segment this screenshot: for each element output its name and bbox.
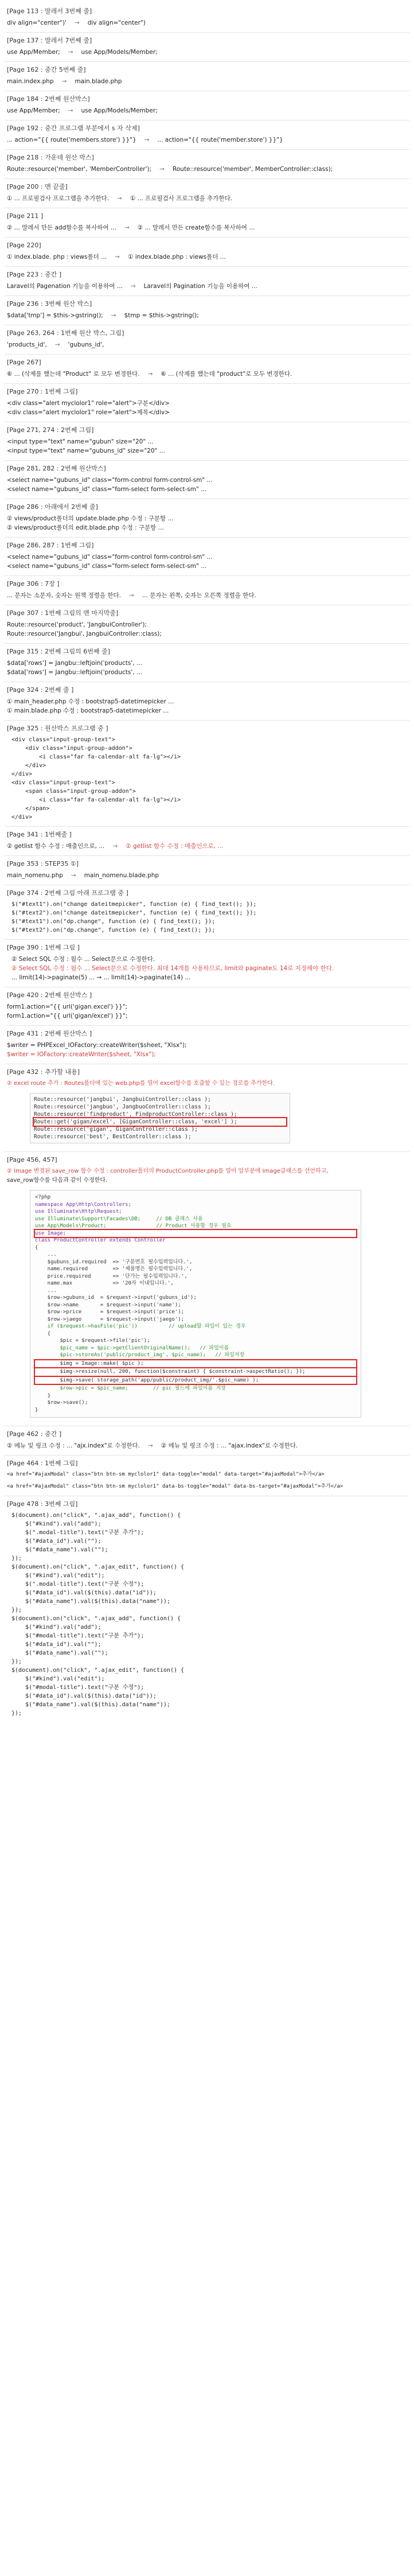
entry-title: [Page 353 : STEP35 ①] [7,860,79,867]
arrow-icon: → [117,195,122,202]
correction-line [7,165,407,174]
entry-p325 [5,721,409,827]
after-text: ... 문자는 왼쪽, 숫자는 오른쪽 정렬을 한다. [142,592,256,599]
entry-title: [Page 192 : 중간 프로그램 부분에서 s 자 삭제] [7,124,140,132]
errata-entry [5,605,409,644]
before-text: ② ... 말레서 만든 add함수를 복사하여 ... [7,224,116,231]
code-block [7,900,407,935]
before-text: ⑥ ... (삭제를 했는데 "Product" 로 모두 변경한다. [7,371,140,378]
code-line: if ($request->hasFile('pic')) // upload할 파일이 있는 경우 [35,1324,246,1329]
before-text: <div class="alert myclolor1" role="alert">구분</div> [7,400,170,407]
code-line: $("#modal-title").text("구분 수정"); [11,1684,144,1691]
after-text: ② 메뉴 및 링크 수정 : ... "ajax.index"로 수정한다. [161,1442,298,1449]
text-block [7,955,407,982]
entry-title: [Page 270 : 1번째 그림] [7,388,78,395]
description-text: ② excel route 추가 : Routes폴더에 있는 web.php를 열어 excel함수를 호출할 수 있는 경로를 추가한다. [7,1080,275,1087]
code-line: use Illuminate\Support\Facades\DB; // DB 클래스 사용 [35,1216,203,1222]
code-line: $row->gubuns_id = $request->input('gubuns_id'); [35,1295,197,1301]
before-text: ... 문자는 소문자, 숫자는 원책 정렬을 한다. [7,592,122,599]
before-text: ② 메뉴 및 링크 수정 : ... "ajx.index"로 수정한다. [7,1442,140,1449]
errata-entry [5,91,409,120]
code-line: $row->name = $request->input('name'); [35,1302,181,1308]
before-line: $writer = PHPExcel_IOFactory::createWriter($sheet, "Xlsx"); [7,1042,187,1049]
code-line: $("#text1").on("dp.change", function (e) { find_text(); }); [11,919,216,925]
entry-title: [Page 341 : 1번째줄 ] [7,831,72,838]
before-text: <select name="gubuns_id" class="form-control form-control-sm" ... [7,554,213,561]
before-text: <select name="gubuns_id" class="form-select form-select-sm" ... [7,486,207,493]
correction-line [7,48,407,57]
code-line: $("#kind").val("add"); [11,1624,101,1631]
code-line: $("#data_id").val(""); [11,1641,101,1648]
correction-line [7,446,407,456]
entry-title: [Page 271, 274 : 2번째 그림] [7,426,94,434]
correction-line [7,369,407,379]
errata-entry [5,499,409,538]
before-text: <input type="text" name="gubun" size="20" ... [7,438,154,445]
entry-title: [Page 223 : 중간 ] [7,271,62,278]
code-block [7,1511,407,1718]
after-text: Laravel의 Pagination 기능을 이용하여 ... [143,283,257,290]
correction-line [7,562,407,571]
arrow-icon: → [112,843,118,850]
errata-entry [5,3,409,33]
entry-title: [Page 113 : 말레서 3번째 줄] [7,7,92,15]
arrow-icon: → [71,872,76,879]
errata-entry [5,62,409,91]
correction-line [7,697,407,706]
correction-line [7,620,407,629]
code-line: </div> [11,814,33,820]
errata-entry [5,682,409,721]
errata-entry [5,150,409,179]
code-line: </div> [11,771,33,777]
code-line: <div class="input-group-text"> [11,737,115,743]
code-line: }); [11,1555,22,1562]
description-text [7,1167,407,1176]
code-line: $("#kind").val("edit"); [11,1676,105,1682]
errata-entry [5,644,409,682]
code-line: <i class="far fa-calendar-alt fa-lg"></i> [11,797,181,803]
arrow-icon: → [130,283,136,290]
after-text: main_nomenu.blade.php [84,872,159,879]
code-line: Route::resource('gigan', GiganController::class ); [34,1126,198,1133]
code-line: $row->jaego = $request->input('jaego'); [35,1316,185,1322]
correction-line [7,485,407,494]
entry-p456 [5,1152,409,1426]
code-line: $("#data_name").val($(this).data("name")); [11,1598,170,1605]
errata-entry [5,384,409,422]
code-line: $("#data_id").val(""); [11,1538,101,1544]
after-line [7,1050,407,1059]
code-line: use Illuminate\Http\Request; [35,1209,122,1215]
errata-entry [5,461,409,499]
before-line: form1.action="{{ url('gigan.excel') }}"; [7,1003,128,1010]
before-line: <a href="#ajaxModal" class="btn btn-sm myclolor1" data-toggle="modal" data-target="#ajaxModal">추가</a> [7,1472,325,1477]
entry-title: [Page 267] [7,359,41,366]
before-text: ② getlist 함수 수정 : 매출인으로, ... [7,843,105,850]
code-line: $row->pic = $pic_name; // pic 필드에 파일이름 저장 [35,1386,226,1391]
code-line: <div class="input-group-addon"> [11,745,132,752]
errata-entry [5,33,409,62]
errata-entry [5,120,409,150]
correction-line [7,523,407,532]
before-text: <select name="gubuns_id" class="form-select form-select-sm" ... [7,563,207,570]
code-line: <i class="far fa-calendar-alt fa-lg"></i> [11,754,181,760]
correction-line [7,252,407,262]
entry-title: [Page 218 : 가운데 원산 박스] [7,154,94,161]
entry-title: [Page 478 : 3번째 그림] [7,1500,78,1508]
code-block [7,736,407,822]
errata-entry [5,422,409,461]
correction-line [7,476,407,485]
code-line: $img->resize(null, 200, function($constraint) { $constraint->aspectRatio(); }); [35,1368,356,1376]
code-line: $pic = $request->file('pic'); [35,1338,150,1344]
before-text: main.index.php [7,78,54,85]
code-line: ... limit(14)->paginate(5) ... → ... limit(14)->paginate(14) ... [11,974,191,981]
errata-entry [5,325,409,355]
code-line: $("#kind").val("add"); [11,1521,101,1527]
code-line: $(".modal-title").text("구분 추가"); [11,1530,144,1536]
before-text: 'products_id', [7,341,47,348]
after-text: main.blade.php [75,78,122,85]
correction-line [7,399,407,408]
before-text: Laravel의 Pagenation 기능을 이용하여 ... [7,283,123,290]
arrow-icon: → [148,1442,153,1449]
code-line: ② Select SQL 수정 : 월수 ... Select문으로 수정한다. [11,956,155,963]
entry-p431 [5,1026,409,1064]
errata-entry [5,576,409,605]
correction-line [7,668,407,677]
code-line: </span> [11,806,50,812]
code-line: }); [11,1659,22,1665]
errata-entry [5,179,409,208]
before-text: ② views/product폴더의 edit.blade.php 수정 : 구분항 ... [7,524,164,531]
correction-line [7,311,407,320]
correction-line [7,591,407,600]
code-line: Route::resource('jangbuo', JangbuoController::class ); [34,1104,211,1110]
before-text: <input type="text" name="gubuns_id" size="20" ... [7,448,165,454]
entry-title: [Page 456, 457] [7,1156,57,1164]
entry-title: [Page 281, 282 : 2번째 원산박스] [7,465,106,472]
entry-p464 [5,1456,409,1496]
entry-p353 [5,856,409,885]
correction-line [7,706,407,715]
entry-title: [Page 432 : 추가할 내용] [7,1068,80,1076]
arrow-icon: → [54,341,60,348]
after-text: ① ... 프로필검사 프로그램을 추가한다. [130,195,233,202]
correction-line [7,194,407,203]
arrow-icon: → [74,20,80,26]
entry-title: [Page 184 : 2번째 원산박스] [7,95,90,103]
code-line: $(document).on("click", ".ajax_edit", function() { [11,1564,185,1570]
correction-line [7,659,407,668]
after-text: 'gubuns_id', [68,341,104,348]
code-line: $row->save(); [35,1400,88,1406]
entry-title: [Page 286, 287 : 1번째 그림] [7,542,94,549]
code-line: $("#modal-title").text("구분 추가"); [11,1633,144,1639]
code-line: <span class="input-group-addon"> [11,788,136,795]
code-line: $pic->storeAs('public/product_img', $pic_name); // 파일저장 [35,1352,245,1358]
code-line: ... [35,1287,57,1294]
entry-p341 [5,827,409,856]
correction-line [7,1441,407,1450]
entry-title: [Page 220] [7,242,41,249]
code-line: } [35,1392,51,1399]
code-line: name.max => '20자 이내입니다.', [35,1281,174,1286]
code-line: use Image; [35,1230,356,1238]
correction-line [7,223,407,232]
correction-line [7,514,407,523]
code-line: } [35,1407,38,1413]
code-line: $img = Image::make( $pic ); [35,1360,356,1368]
entry-p374 [5,885,409,940]
description-part1: ② Image 변경된 save_row 함수 수정 : controller폴더의 ProductController.php를 열어 앞부분에 Image클래스를 선언하고, [7,1168,329,1174]
entry-p478 [5,1496,409,1722]
correction-line [7,106,407,115]
before-text: use App/Member; [7,107,60,114]
entry-title: [Page 462 : 중간 ] [7,1430,62,1438]
after-text: ... action="{{ route('member.store') }}"} [157,137,283,143]
before-text: <select name="gubuns_id" class="form-control form-control-sm" ... [7,477,213,484]
code-line: $("#text2").on("change dateitmepicker", function (e) { find_text(); }); [11,910,257,916]
arrow-icon: → [111,312,116,319]
code-line: $img->save( storage_path('app/public/product_img/'.$pic_name) ); [35,1377,356,1384]
entry-title: [Page 162 : 중간 5번째 줄] [7,66,86,73]
entry-title: [Page 306 : 7장 ] [7,580,60,587]
after-text: $writer = IOFactory::createWriter($sheet, "Xlsx"); [7,1051,156,1058]
entry-title: [Page 464 : 1번째 그림] [7,1460,78,1467]
after-text: ② getlist 함수 수정 : 매출인으로, ... [126,843,224,850]
entry-title: [Page 137 : 말레서 7번째 줄] [7,37,92,44]
before-text: Route::resource('Jangbui', JangbuiController::class); [7,631,162,637]
arrow-icon: → [68,107,73,114]
errata-entry [5,296,409,325]
errata-list [5,3,409,721]
correction-line [7,437,407,446]
errata-entry [5,355,409,384]
correction-line [7,282,407,291]
after-text: Route::resource('member', MemberController::class); [172,166,333,173]
before-text: ① main_header.php 수정 : bootstrap5-datetimepicker ... [7,698,174,705]
arrow-icon: → [144,137,150,143]
after-text: $tmp = $this->gstring(); [124,312,199,319]
code-line: <div class="input-group-text"> [11,780,115,786]
arrow-icon: → [159,166,165,173]
before-text: Route::resource('member', 'MemberController'); [7,166,152,173]
code-line: $pic_name = $pic->getClientOriginalName(); // 파일이름 [35,1345,229,1351]
errata-entry [5,538,409,576]
correction-line [7,629,407,639]
entry-title: [Page 286 : 아래에서 2번째 줄] [7,503,98,511]
correction-line [7,842,407,851]
entry-title: [Page 200 : 맨 끝줄] [7,183,68,190]
code-line: $("#text2").on("dp.change", function (e) { find_text(); }); [11,927,216,933]
entry-title: [Page 211 ] [7,212,44,220]
arrow-icon: → [147,371,153,378]
entry-title: [Page 263, 264 : 1번째 원산 박스, 그림] [7,329,124,337]
code-line: ② Select SQL 수정 : 월수 ... Select문으로 수정한다. 최대 14개를 사용하므로, limit와 paginate도 14로 지정해야 한다. [11,965,334,972]
code-line: Route::get('gigan/excel', [GiganController::class, 'excel'] ); [34,1118,286,1126]
code-line: }); [11,1710,22,1717]
code-line: class ProductController extends Controller [35,1238,166,1243]
entry-title: [Page 374 : 2번째 그림 아래 프로그램 중 ] [7,889,128,897]
before-text: ① ... 프로필검사 프로그램을 추가한다. [7,195,110,202]
entry-p390 [5,940,409,987]
entry-p432 [5,1064,409,1152]
errata-entry [5,238,409,267]
after-text: div align="center") [87,20,146,26]
after-line: <a href="#ajaxModal" class="btn btn-sm myclolor1" data-bs-toggle="modal" data-bs-target="#ajaxModal">추가</a> [7,1484,343,1489]
description-text-2: save_row함수를 다음과 같이 수정한다. [7,1177,108,1184]
code-screenshot [30,1190,361,1418]
errata-entry [5,208,409,238]
before-text: ... action="{{ route('members.store') }}"} [7,137,136,143]
code-line: ... [35,1252,57,1258]
entry-title: [Page 324 : 2번째 줄 ] [7,686,74,694]
entry-title: [Page 431 : 2번째 원산박스 ] [7,1030,92,1037]
errata-entry [5,267,409,296]
code-line: use App\Models\Product; // Product 사용할 경우 필요 [35,1223,232,1229]
before-text: $data['rows'] = Jangbu::leftjoin('products', ... [7,669,142,676]
correction-line [7,18,407,28]
before-text: <div class="alert myclolor1" role="alert">제목</div> [7,409,170,416]
before-text: ② views/product폴더의 update.blade.php 수정 : 구분항 ... [7,515,174,522]
entry-title: [Page 420 : 2번째 원산박스 ] [7,991,92,999]
after-text: ⑥ ... (삭제를 했는데 "product"로 모두 변경한다. [161,371,292,378]
before-text: $data['tmp'] = $this->gstring(); [7,312,103,319]
before-text: use App/Member; [7,49,60,56]
arrow-icon: → [124,224,130,231]
after-line: form1.action="{{ url('gigan/excel') }}"; [7,1013,128,1019]
code-line: $(document).on("click", ".ajax_add", function() { [11,1512,181,1519]
code-line: $(".modal-title").text("구분 수정"); [11,1581,144,1587]
code-line: $("#text1").on("change dateitmepicker", function (e) { find_text(); }); [11,901,257,908]
code-line: </div> [11,762,46,769]
entry-title: [Page 325 : 원산박스 프로그램 중 ] [7,725,108,732]
code-line: name.required => '제품명은 필수입력입니다.', [35,1266,193,1272]
after-text: ① index.blade.php : views폴더 ... [127,254,226,260]
arrow-icon: → [115,254,120,260]
code-line: $("#data_id").val($(this).data("id")); [11,1590,157,1596]
code-line: Route::resource('best', BestController::class ); [34,1134,192,1140]
correction-line [7,77,407,86]
before-text: ① main.blade.php 수정 : bootstrap5-datetimepicker ... [7,707,169,714]
code-line: $(document).on("click", ".ajax_edit", function() { [11,1667,185,1674]
before-text: ① index.blade. php : views폴더 ... [7,254,107,260]
entry-p462 [5,1426,409,1456]
code-line: $("#data_name").val(""); [11,1547,108,1553]
entry-title: [Page 315 : 2번째 그림의 6번째 줄] [7,648,110,655]
correction-line [7,871,407,880]
code-line: { [35,1330,51,1337]
before-text: $data['rows'] = Jangbu::leftjoin('products', ... [7,660,142,667]
correction-line [7,408,407,417]
arrow-icon: → [61,78,67,85]
before-text: main_nomenu.php [7,872,63,879]
entry-p420 [5,987,409,1026]
code-line: Route::resource('jangbui', JangbuiController::class ); [34,1096,211,1103]
after-text: use App/Models/Member; [81,49,158,56]
code-line: $("#data_name").val($(this).data("name")); [11,1702,170,1708]
code-line: $("#data_name").val(""); [11,1650,108,1656]
code-line: $(document).on("click", ".ajax_add", function() { [11,1616,181,1622]
correction-line [7,552,407,562]
code-line: }); [11,1607,22,1613]
code-line: price.required => '단가는 필수입력입니다.', [35,1273,188,1279]
code-line: $gubuns_id.required => '구분번호 필수입력입니다.', [35,1259,193,1265]
before-text: Route::resource('product', 'JangbuiController'); [7,621,147,628]
code-screenshot [30,1093,290,1143]
arrow-icon: → [68,49,73,56]
code-line: Route::resource('findproduct', FindproductController::class ); [34,1111,237,1118]
code-line: $("#kind").val("edit"); [11,1573,105,1579]
correction-line [7,135,407,145]
arrow-icon: → [129,592,134,599]
code-line: $("#data_id").val($(this).data("id")); [11,1693,157,1699]
entry-title: [Page 236 : 3번째 원산 박스] [7,300,92,308]
code-line: namespace App\Http\Controllers; [35,1201,131,1208]
before-text: div align="center")' [7,20,67,26]
code-line: <?php [35,1194,51,1200]
entry-title: [Page 307 : 1번째 그림의 맨 마지막줄] [7,609,119,617]
correction-line [7,340,407,349]
after-text: ② ... 말레서 만든 create함수를 복사하여 ... [137,224,255,231]
code-line: $row->price = $request->input('price'); [35,1309,185,1315]
code-line: { [35,1244,38,1251]
after-text: use App/Models/Member; [81,107,158,114]
entry-title: [Page 390 : 1번째 그림 ] [7,944,80,951]
